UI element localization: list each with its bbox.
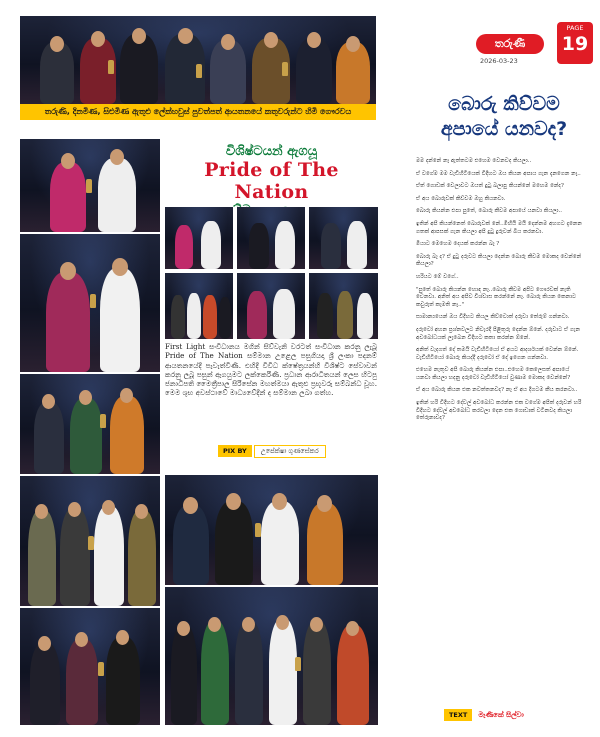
page-number-badge (557, 22, 593, 64)
headline-line-1: බොරු කිව්වම (448, 93, 560, 115)
article-paragraph: ඒත් ගොඩක් වෙලාවට ඔයත් දුටු බලාපු කියන්නේ මහෙම නේද? (416, 183, 564, 190)
page-number: 19 (561, 33, 589, 55)
grid-photo (309, 207, 378, 269)
article-paragraph: දරුවෝ අහන ප්‍රශ්නවලට නිවැරදි පිළිතුරු දෙන්න ඕනේ. දරුවාට ඒ ගැන අවබෝධයක් ලැබෙන විදිහට කතා කරන්න ඕනේ. (416, 326, 581, 341)
award-photo-7 (165, 475, 378, 585)
grid-photo (165, 273, 233, 339)
byline (444, 709, 524, 721)
grid-photo (237, 273, 305, 339)
award-photo-8 (165, 587, 378, 725)
article-headline (416, 92, 592, 142)
grid-photo (165, 207, 233, 269)
article-paragraph: "පුතේ බොරු කියන්න හොඳ නෑ..බොරු කීවම අපිට ගෞරවක් නැති වෙනවා. අනිත් අය අපිව විශ්වාස කරන්නේ නෑ. බොරු කියන කෙනාට කවුරුත් කැමති නෑ.." (416, 286, 577, 308)
article-paragraph: බොරු බෑ ද? ඒ දුටු දරුවට කියලා දෙන්න බොරු කීවම මොකද වෙන්නේ කියලා? (416, 253, 582, 268)
event-heading-top: විශිෂ්ටයන් ඇගයූ (225, 144, 318, 159)
article-paragraph: මම දන්නේ නෑ ඇත්තටම එහෙම වෙනවද කියලා.. (416, 158, 532, 164)
page-label: PAGE (566, 24, 584, 32)
grid-photo (237, 207, 305, 269)
article-paragraph: ඒ වගේම මම වැඩිහිටියෙක් විදිහට ඔය කියන අපාය ගැන දැනගෙන නෑ.. (416, 170, 581, 177)
article-paragraph: බොරු කියන්න එපා පුතේ, බොරු කීවම අපායේ යනවා කියලා.. (416, 208, 563, 215)
article-paragraph: අනිත් වැදගත් දේ තමයි වැඩිහිටියෝ ඒ අයට ආදර්ශයක් වෙන්න ඕනේ. වැඩිහිටියෝ බොරු කියද්දී දරුවෝ ඒ දේ ඉගෙන ගන්නවා. (416, 347, 579, 361)
event-heading (165, 139, 378, 205)
photo-credit (218, 445, 326, 457)
award-photo-3 (20, 234, 160, 372)
article-paragraph: මියාට මෙහෙම දෙයක් කරන්න බෑ ? (416, 241, 500, 248)
article-paragraph: සාමාන්‍යයෙන් ඔය විදිහට කියල කිව්වොත් දරුවා තේරුම් ගන්නවා. (416, 314, 570, 321)
article-body: First Light සංවිධානය මගින් සිව්වැනි වරටත් සංවිධාන කරනු ලැබූ Pride of The Nation සම්මාන උළෙල පසුගියදා ශ්‍රී ලංකා පදනම් ආයතනයේදී පැවැත්විණි. එහිදී විවිධ ක්ෂේත්‍රයන්හි විශිෂ්ට සේවාවන් කරනු ලබූ පසුන් ඇගයුමට ලක්කෙරිණි. ප්‍රධාන ආරාධිතයන් ලෙස හිටපු ජනාධිපති මෛත්‍රීපාල සිරිසේන මහත්මයා ඇතුළු ප්‍රභූවරු සම්බන්ධ වූහ. මෙම ශුභ අවස්ථාවේ මාධ්‍යවේදීන් ද සම්මාන ලබා ගත්හ. (165, 342, 377, 398)
grid-photo (309, 273, 378, 339)
photo-caption: තරුණි, දිනමිණ, සිළුමිණ ඇතුළු ලේක්හවුස් පුවත්පත් ආයතනයේ කතුවරුන්ට හිමි ගෞරවය (20, 104, 376, 120)
award-photo-4 (20, 374, 160, 474)
byline-label: TEXT (444, 709, 472, 721)
award-photo-top (20, 16, 376, 104)
article-paragraph: ඒ අය බොරුවක් කිව්වම ඔහු කියනවා. (416, 195, 506, 202)
headline-line-2: අපායේ යනවද? (440, 118, 568, 140)
magazine-logo: තරුණී (476, 34, 544, 54)
event-heading-title: Pride of The Nation (204, 159, 339, 203)
photo-credit-name: උපේක්ෂා ගුණසේකර (254, 445, 326, 458)
byline-name: මැණිකේ සිල්වා (478, 710, 524, 719)
photo-grid (165, 207, 378, 339)
article-paragraph: ඒ අය බොරු කියන එක නවත්තනවද? නෑ ඒ අය දිගටම කීය කරනවා.. (416, 387, 578, 394)
article-paragraph: ඉතින් හරි විදිහට දේවල් අවබෝධ කරන්න එක වගේම අපිත් දරුවන් හරි විදිහට දේවල් අවබෝධ කරවලා දෙන එක ගොඩාක් වටිනවද කියලා තේරුනාවද? (416, 400, 582, 422)
article-paragraph: ඉතින් අපි කියන්නෙත් බොරුවක් නේ..මිහියි මයි දෙන්නම අහගට දැනෙන ගතක් ආපසක් ගැන කියලා අපි දුටු දුරුවන් බිය කරනවා. (416, 220, 582, 235)
award-photo-2 (20, 139, 160, 232)
article-paragraph: එහෙම නැතුව අපි බොරු කියන්න එපා..එහෙම කෙලෙසත් අපායේ යනවා කියලා හදනු දරුවෝ වැඩිහිටියෝ වුණාම මොකද වෙන්නේ? (416, 367, 571, 381)
photo-credit-label: PIX BY (218, 445, 252, 457)
award-photo-6 (20, 608, 160, 725)
article-text (416, 158, 584, 428)
award-photo-5 (20, 476, 160, 606)
issue-date: 2026-03-23 (480, 57, 518, 65)
article-paragraph: හරියට මේ වගේ.. (416, 273, 459, 280)
